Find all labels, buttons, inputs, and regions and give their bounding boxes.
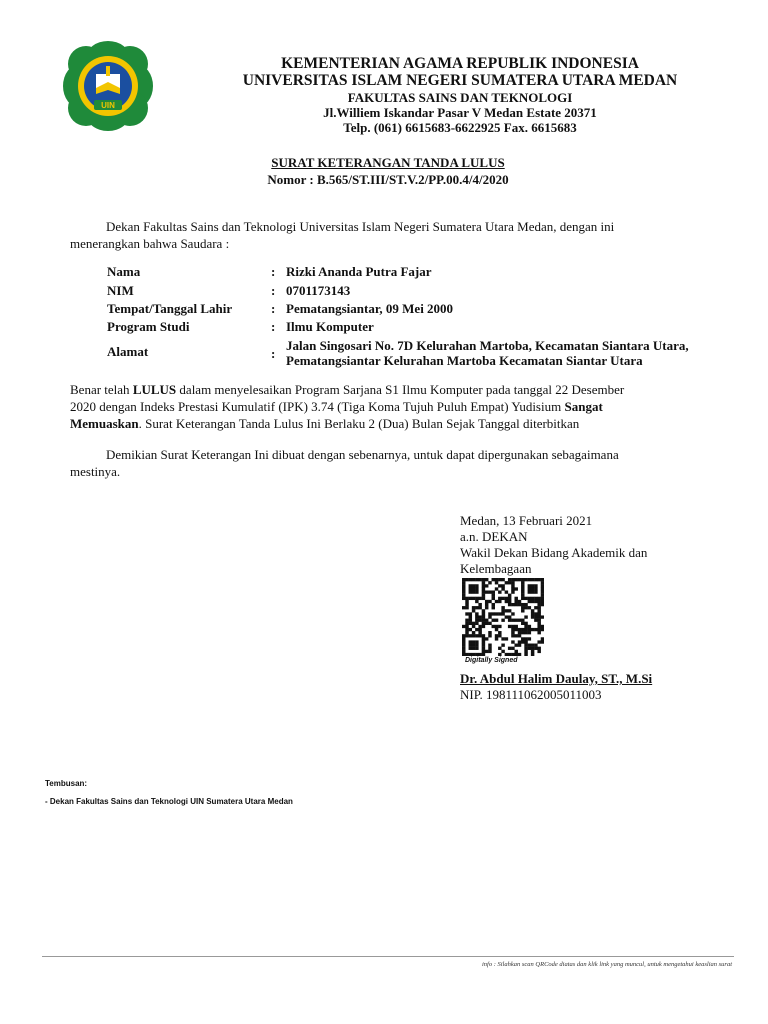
body-line-2 <box>70 398 603 415</box>
intro-line-2: menerangkan bahwa Saudara : <box>70 236 230 251</box>
header-line-address: Jl.Williem Iskandar Pasar V Medan Estate 20371 <box>323 105 597 120</box>
qr-code[interactable] <box>462 578 544 656</box>
field-colon: : <box>271 346 276 361</box>
digital-signed-label: Digitally Signed <box>465 657 518 664</box>
body-text: 2020 dengan Indeks Prestasi Kumulatif (IPK) 3.74 (Tiga Koma Tujuh Puluh Empat) Yudisium <box>70 399 565 414</box>
signer-nip: NIP. 198111062005011003 <box>460 687 602 702</box>
body-text: . Surat Keterangan Tanda Lulus Ini Berlaku 2 (Dua) Bulan Sejak Tanggal diterbitkan <box>138 416 580 431</box>
body-line-1 <box>70 381 624 398</box>
document-title: SURAT KETERANGAN TANDA LULUS <box>271 155 505 170</box>
logo-text: UIN <box>101 101 115 110</box>
field-colon: : <box>271 319 276 334</box>
field-value: 0701173143 <box>286 283 351 298</box>
closing-line-2: mestinya. <box>70 464 121 479</box>
body-text: dalam menyelesaikan Program Sarjana S1 Ilmu Komputer pada tanggal 22 Desember <box>176 382 625 397</box>
header-line-university: UNIVERSITAS ISLAM NEGERI SUMATERA UTARA MEDAN <box>242 72 678 89</box>
sign-place-date: Medan, 13 Februari 2021 <box>460 513 593 528</box>
body-text: Benar telah <box>70 382 133 397</box>
body-text-lulus: LULUS <box>132 382 177 397</box>
footer-info: info : Silahkan scan QRCode diatas dan klik link yang muncul, untuk mengetahui keaslian surat <box>481 961 732 968</box>
sign-on-behalf: a.n. DEKAN <box>460 529 528 544</box>
body-line-3 <box>70 415 579 432</box>
field-label: Alamat <box>107 344 149 359</box>
signer-name: Dr. Abdul Halim Daulay, ST., M.Si <box>460 671 653 686</box>
sign-position-2: Kelembagaan <box>460 561 532 576</box>
university-logo <box>60 38 156 134</box>
field-label: Program Studi <box>107 319 190 334</box>
qr-code-icon <box>462 578 544 656</box>
footer-divider <box>42 956 734 957</box>
field-value-line-2: Pematangsiantar Kelurahan Martoba Kecamatan Siantar Utara <box>286 353 643 368</box>
field-value: Jalan Singosari No. 7D Kelurahan Martoba, Kecamatan Siantara Utara, <box>286 338 689 353</box>
closing-line-1: Demikian Surat Keterangan Ini dibuat dengan sebenarnya, untuk dapat dipergunakan sebagaimana <box>106 447 619 462</box>
field-colon: : <box>271 301 276 316</box>
field-label: NIM <box>107 283 134 298</box>
header-line-faculty: FAKULTAS SAINS DAN TEKNOLOGI <box>347 90 573 105</box>
sign-position-1: Wakil Dekan Bidang Akademik dan <box>460 545 648 560</box>
cc-label: Tembusan: <box>45 779 88 788</box>
field-label: Nama <box>107 264 141 279</box>
field-colon: : <box>271 264 276 279</box>
intro-line-1: Dekan Fakultas Sains dan Teknologi Universitas Islam Negeri Sumatera Utara Medan, dengan ini <box>106 219 615 234</box>
field-value: Ilmu Komputer <box>286 319 374 334</box>
field-colon: : <box>271 283 276 298</box>
header-line-ministry: KEMENTERIAN AGAMA REPUBLIK INDONESIA <box>281 55 639 72</box>
field-label: Tempat/Tanggal Lahir <box>107 301 233 316</box>
body-text-sangat: Sangat <box>564 399 603 414</box>
uin-emblem-icon <box>60 38 156 134</box>
header-line-phone: Telp. (061) 6615683-6622925 Fax. 6615683 <box>343 120 577 135</box>
cc-item: - Dekan Fakultas Sains dan Teknologi UIN Sumatera Utara Medan <box>45 797 293 806</box>
body-text-memuaskan: Memuaskan <box>70 416 139 431</box>
field-value: Rizki Ananda Putra Fajar <box>286 264 432 279</box>
document-number: Nomor : B.565/ST.III/ST.V.2/PP.00.4/4/2020 <box>267 172 509 187</box>
field-value: Pematangsiantar, 09 Mei 2000 <box>286 301 454 316</box>
